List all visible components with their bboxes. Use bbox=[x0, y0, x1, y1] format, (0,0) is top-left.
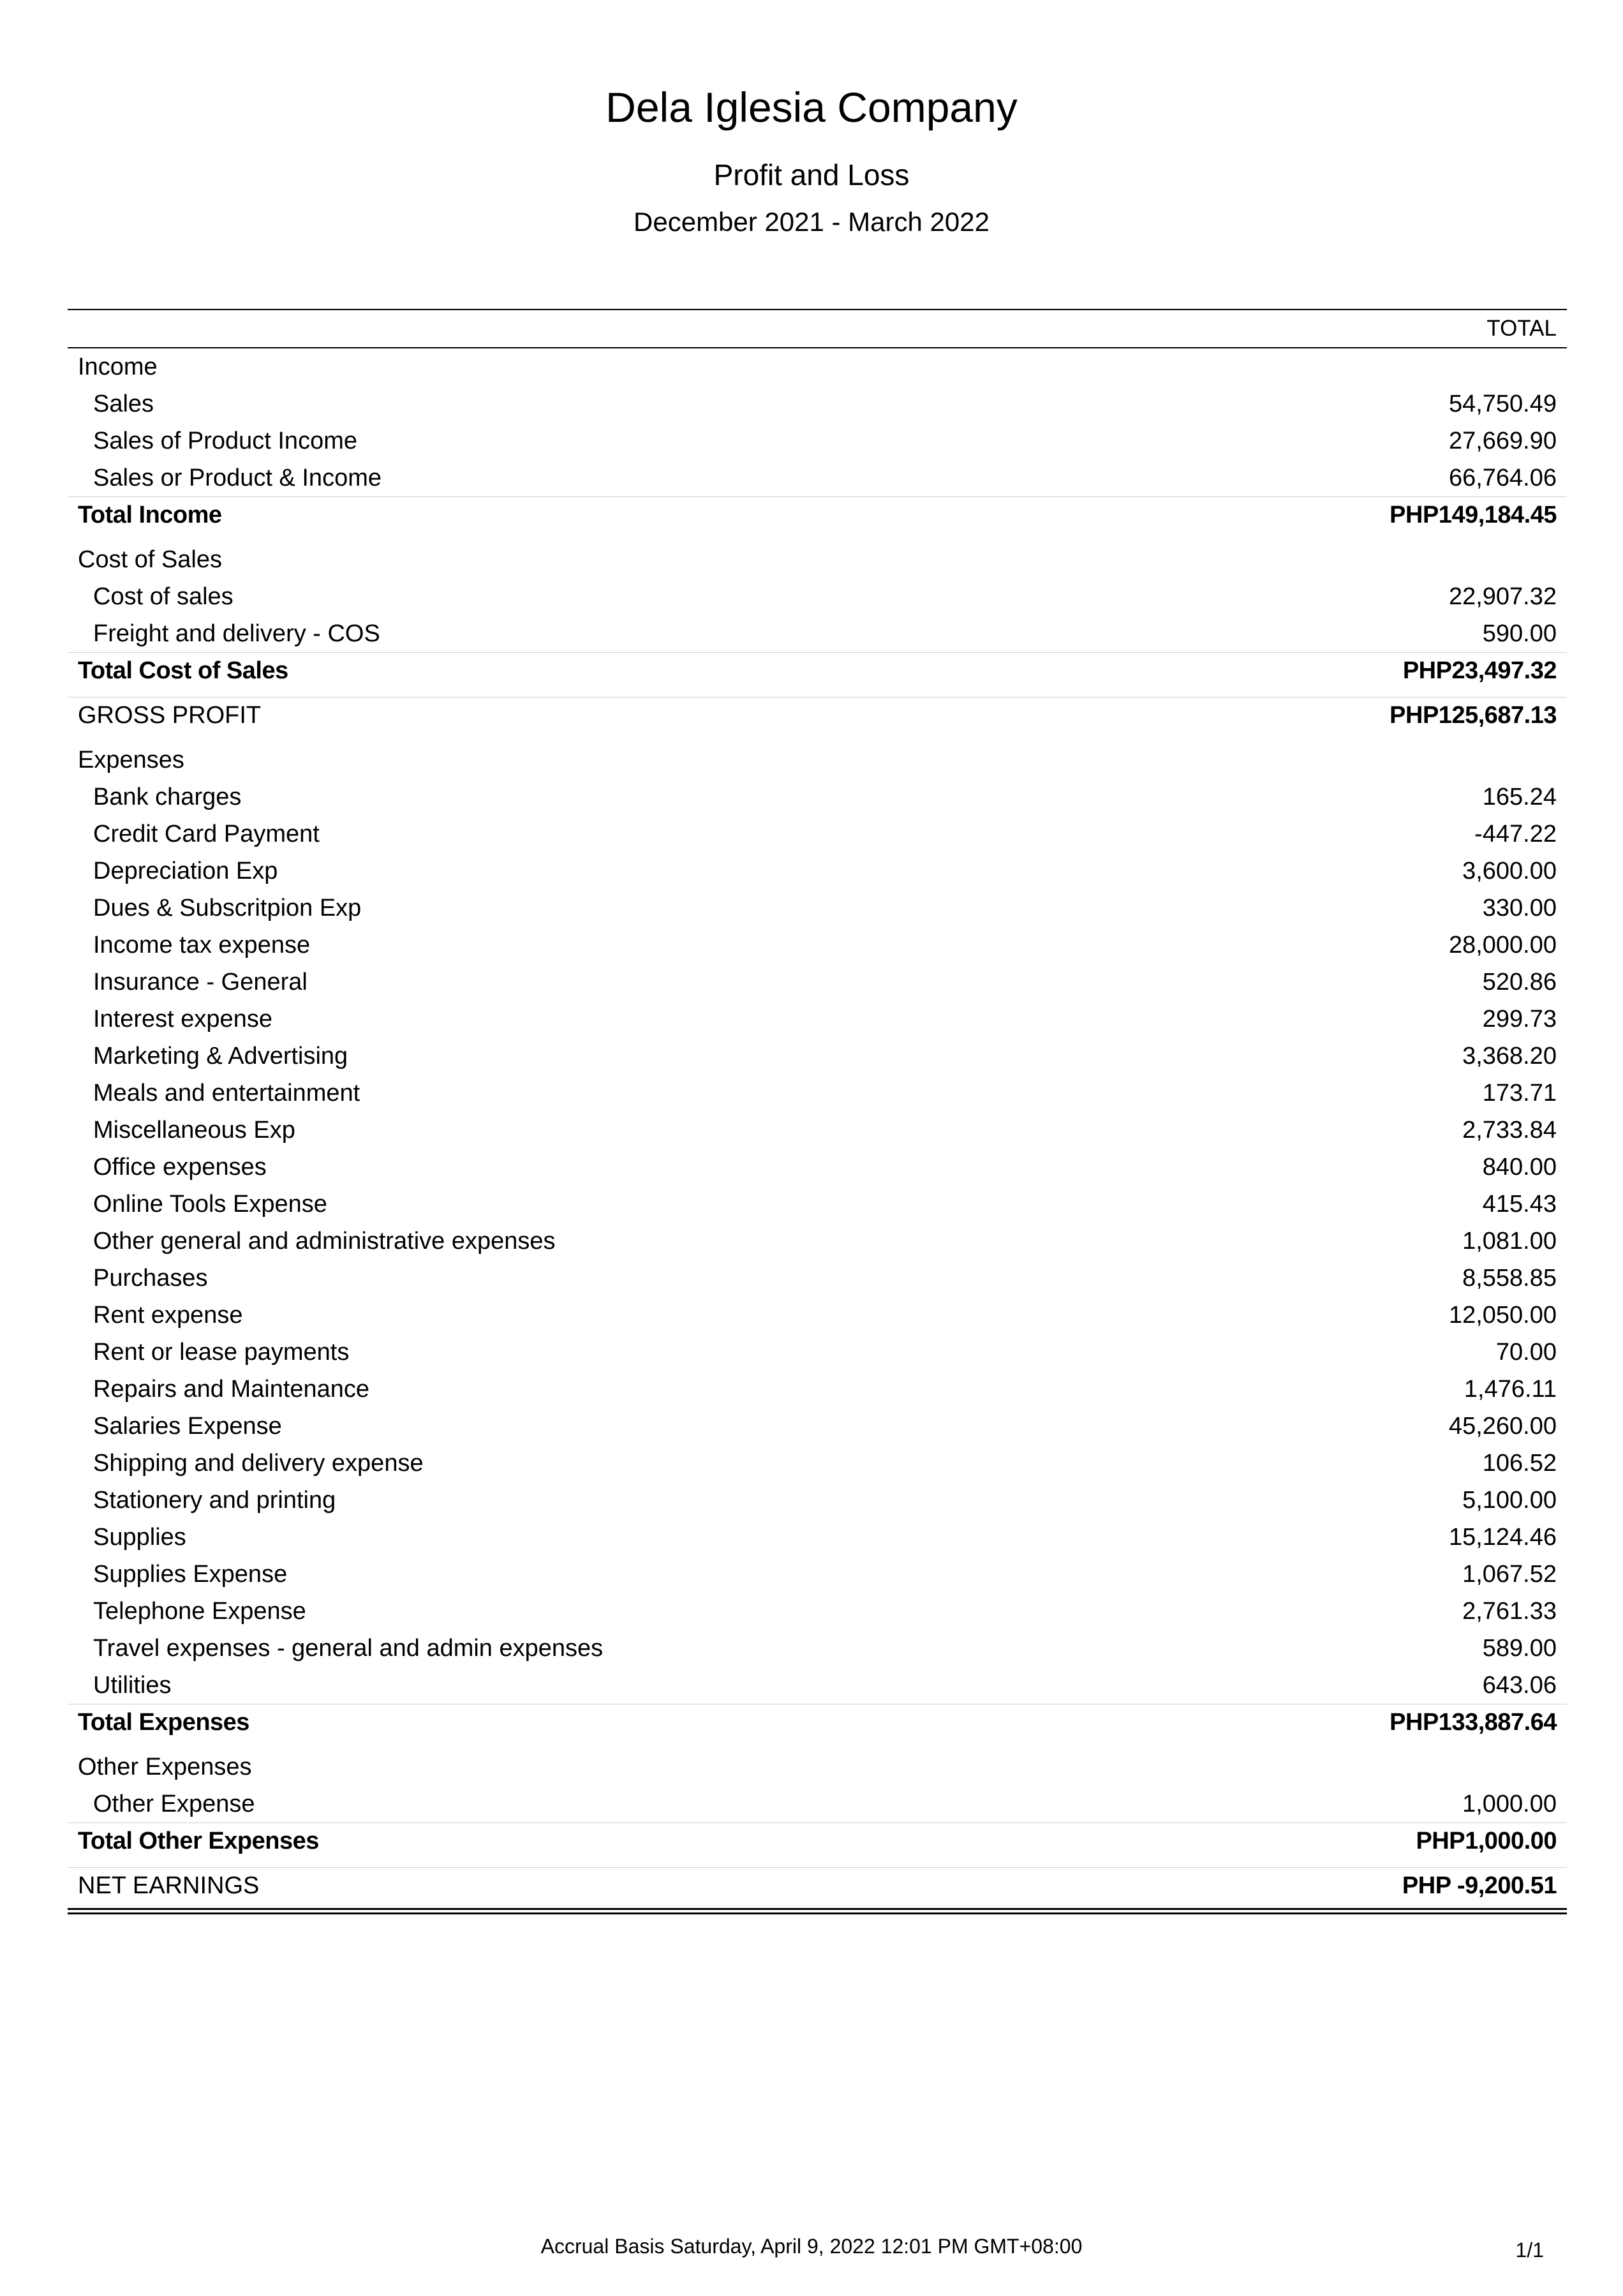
section-label: Other Expenses bbox=[78, 1753, 252, 1780]
line-item-row bbox=[68, 1149, 1567, 1186]
line-item-row bbox=[68, 1593, 1567, 1630]
line-item-amount: 173.71 bbox=[1482, 1079, 1557, 1107]
line-item-row bbox=[68, 385, 1567, 422]
line-item-amount: 27,669.90 bbox=[1448, 427, 1557, 454]
line-item-name: Other general and administrative expenses bbox=[93, 1227, 556, 1255]
line-item-amount: 15,124.46 bbox=[1448, 1523, 1557, 1551]
line-item-row bbox=[68, 1785, 1567, 1823]
other-expense-items bbox=[68, 1785, 1567, 1823]
line-item-amount: -447.22 bbox=[1474, 820, 1557, 847]
line-item-amount: 1,000.00 bbox=[1462, 1790, 1557, 1817]
line-item-amount: 1,476.11 bbox=[1464, 1375, 1557, 1403]
line-item-amount: 5,100.00 bbox=[1462, 1486, 1557, 1514]
total-amount: PHP133,887.64 bbox=[1390, 1709, 1557, 1736]
line-item-name: Meals and entertainment bbox=[93, 1079, 360, 1107]
line-item-amount: 299.73 bbox=[1482, 1005, 1557, 1032]
line-item-amount: 589.00 bbox=[1482, 1634, 1557, 1662]
section-header-cost-of-sales bbox=[68, 541, 1567, 578]
line-item-amount: 590.00 bbox=[1482, 620, 1557, 647]
line-item-name: Purchases bbox=[93, 1264, 208, 1292]
total-income-row bbox=[68, 496, 1567, 533]
total-amount: PHP149,184.45 bbox=[1390, 502, 1557, 528]
total-label: Total Cost of Sales bbox=[78, 657, 288, 684]
gross-profit-label: GROSS PROFIT bbox=[78, 702, 262, 729]
expense-items bbox=[68, 779, 1567, 1704]
line-item-row bbox=[68, 1223, 1567, 1260]
line-item-name: Miscellaneous Exp bbox=[93, 1116, 295, 1144]
line-item-row bbox=[68, 1186, 1567, 1223]
line-item-name: Shipping and delivery expense bbox=[93, 1449, 424, 1477]
line-item-name: Sales or Product & Income bbox=[93, 464, 382, 491]
total-column-label: TOTAL bbox=[1486, 316, 1557, 341]
section-label: Income bbox=[78, 353, 158, 380]
line-item-row bbox=[68, 1630, 1567, 1667]
line-item-row bbox=[68, 1038, 1567, 1075]
line-item-row bbox=[68, 1482, 1567, 1519]
section-header-other-expenses bbox=[68, 1748, 1567, 1785]
line-item-row bbox=[68, 1075, 1567, 1112]
section-header-expenses bbox=[68, 742, 1567, 779]
line-item-row bbox=[68, 1112, 1567, 1149]
line-item-row bbox=[68, 1260, 1567, 1297]
line-item-name: Salaries Expense bbox=[93, 1412, 282, 1440]
line-item-row bbox=[68, 615, 1567, 652]
line-item-row bbox=[68, 890, 1567, 927]
line-item-name: Rent or lease payments bbox=[93, 1338, 350, 1366]
line-item-amount: 1,067.52 bbox=[1462, 1560, 1557, 1588]
line-item-name: Interest expense bbox=[93, 1005, 272, 1032]
section-label: Expenses bbox=[78, 746, 184, 773]
line-item-row bbox=[68, 816, 1567, 853]
line-item-row bbox=[68, 853, 1567, 890]
line-item-name: Stationery and printing bbox=[93, 1486, 336, 1514]
line-item-amount: 12,050.00 bbox=[1448, 1301, 1557, 1329]
line-item-name: Rent expense bbox=[93, 1301, 243, 1329]
line-item-name: Supplies bbox=[93, 1523, 186, 1551]
income-items bbox=[68, 385, 1567, 496]
line-item-row bbox=[68, 1519, 1567, 1556]
total-label: Total Other Expenses bbox=[78, 1828, 319, 1854]
line-item-row bbox=[68, 964, 1567, 1001]
line-item-name: Utilities bbox=[93, 1671, 172, 1699]
line-item-amount: 3,368.20 bbox=[1462, 1042, 1557, 1070]
line-item-name: Insurance - General bbox=[93, 968, 308, 995]
line-item-name: Bank charges bbox=[93, 783, 242, 810]
net-earnings-row bbox=[68, 1867, 1567, 1904]
line-item-amount: 1,081.00 bbox=[1462, 1227, 1557, 1255]
profit-loss-table bbox=[68, 309, 1567, 1914]
line-item-name: Repairs and Maintenance bbox=[93, 1375, 370, 1403]
net-earnings-amount: PHP -9,200.51 bbox=[1402, 1872, 1557, 1899]
total-label: Total Expenses bbox=[78, 1709, 249, 1736]
line-item-amount: 8,558.85 bbox=[1462, 1264, 1557, 1292]
page-number: 1/1 bbox=[1515, 2239, 1544, 2262]
line-item-name: Freight and delivery - COS bbox=[93, 620, 380, 647]
total-amount: PHP23,497.32 bbox=[1402, 657, 1557, 684]
line-item-name: Depreciation Exp bbox=[93, 857, 278, 884]
line-item-amount: 66,764.06 bbox=[1448, 464, 1557, 491]
line-item-name: Online Tools Expense bbox=[93, 1190, 327, 1218]
total-label: Total Income bbox=[78, 502, 222, 528]
line-item-amount: 106.52 bbox=[1482, 1449, 1557, 1477]
line-item-name: Credit Card Payment bbox=[93, 820, 320, 847]
line-item-amount: 643.06 bbox=[1482, 1671, 1557, 1699]
line-item-name: Telephone Expense bbox=[93, 1597, 306, 1625]
line-item-name: Supplies Expense bbox=[93, 1560, 288, 1588]
line-item-row bbox=[68, 1556, 1567, 1593]
line-item-amount: 165.24 bbox=[1482, 783, 1557, 810]
report-title: Profit and Loss bbox=[713, 158, 910, 191]
line-item-name: Office expenses bbox=[93, 1153, 267, 1181]
line-item-row bbox=[68, 422, 1567, 459]
line-item-amount: 70.00 bbox=[1495, 1338, 1557, 1366]
gross-profit-row bbox=[68, 697, 1567, 734]
line-item-amount: 45,260.00 bbox=[1448, 1412, 1557, 1440]
line-item-amount: 520.86 bbox=[1482, 968, 1557, 995]
line-item-row bbox=[68, 1408, 1567, 1445]
total-expenses-row bbox=[68, 1704, 1567, 1741]
line-item-name: Other Expense bbox=[93, 1790, 255, 1817]
line-item-amount: 54,750.49 bbox=[1448, 390, 1557, 417]
line-item-amount: 3,600.00 bbox=[1462, 857, 1557, 884]
report-footer: Accrual Basis Saturday, April 9, 2022 12:01 PM GMT+08:00 bbox=[540, 2235, 1083, 2258]
section-header-income bbox=[68, 348, 1567, 385]
line-item-row bbox=[68, 459, 1567, 496]
line-item-name: Sales bbox=[93, 390, 154, 417]
total-other-expenses-row bbox=[68, 1823, 1567, 1860]
line-item-name: Sales of Product Income bbox=[93, 427, 357, 454]
report-period: December 2021 - March 2022 bbox=[634, 207, 989, 237]
line-item-amount: 330.00 bbox=[1482, 894, 1557, 921]
line-item-amount: 2,761.33 bbox=[1462, 1597, 1557, 1625]
line-item-name: Income tax expense bbox=[93, 931, 311, 958]
line-item-row bbox=[68, 1001, 1567, 1038]
double-rule bbox=[68, 1908, 1567, 1914]
line-item-name: Cost of sales bbox=[93, 583, 233, 610]
line-item-row bbox=[68, 1667, 1567, 1704]
cost-of-sales-items bbox=[68, 578, 1567, 652]
line-item-row bbox=[68, 1371, 1567, 1408]
line-item-amount: 2,733.84 bbox=[1462, 1116, 1557, 1144]
line-item-name: Marketing & Advertising bbox=[93, 1042, 348, 1070]
net-earnings-label: NET EARNINGS bbox=[78, 1872, 260, 1899]
line-item-amount: 22,907.32 bbox=[1448, 583, 1557, 610]
gross-profit-amount: PHP125,687.13 bbox=[1390, 702, 1557, 729]
line-item-row bbox=[68, 927, 1567, 964]
column-header bbox=[68, 309, 1567, 348]
total-cost-of-sales-row bbox=[68, 652, 1567, 689]
line-item-name: Travel expenses - general and admin expenses bbox=[93, 1634, 604, 1662]
company-name: Dela Iglesia Company bbox=[605, 84, 1018, 131]
line-item-row bbox=[68, 1334, 1567, 1371]
line-item-amount: 415.43 bbox=[1482, 1190, 1557, 1218]
line-item-row bbox=[68, 1445, 1567, 1482]
line-item-row bbox=[68, 779, 1567, 816]
line-item-amount: 840.00 bbox=[1482, 1153, 1557, 1181]
line-item-name: Dues & Subscritpion Exp bbox=[93, 894, 362, 921]
line-item-amount: 28,000.00 bbox=[1448, 931, 1557, 958]
total-amount: PHP1,000.00 bbox=[1416, 1828, 1557, 1854]
section-label: Cost of Sales bbox=[78, 546, 222, 573]
line-item-row bbox=[68, 1297, 1567, 1334]
line-item-row bbox=[68, 578, 1567, 615]
